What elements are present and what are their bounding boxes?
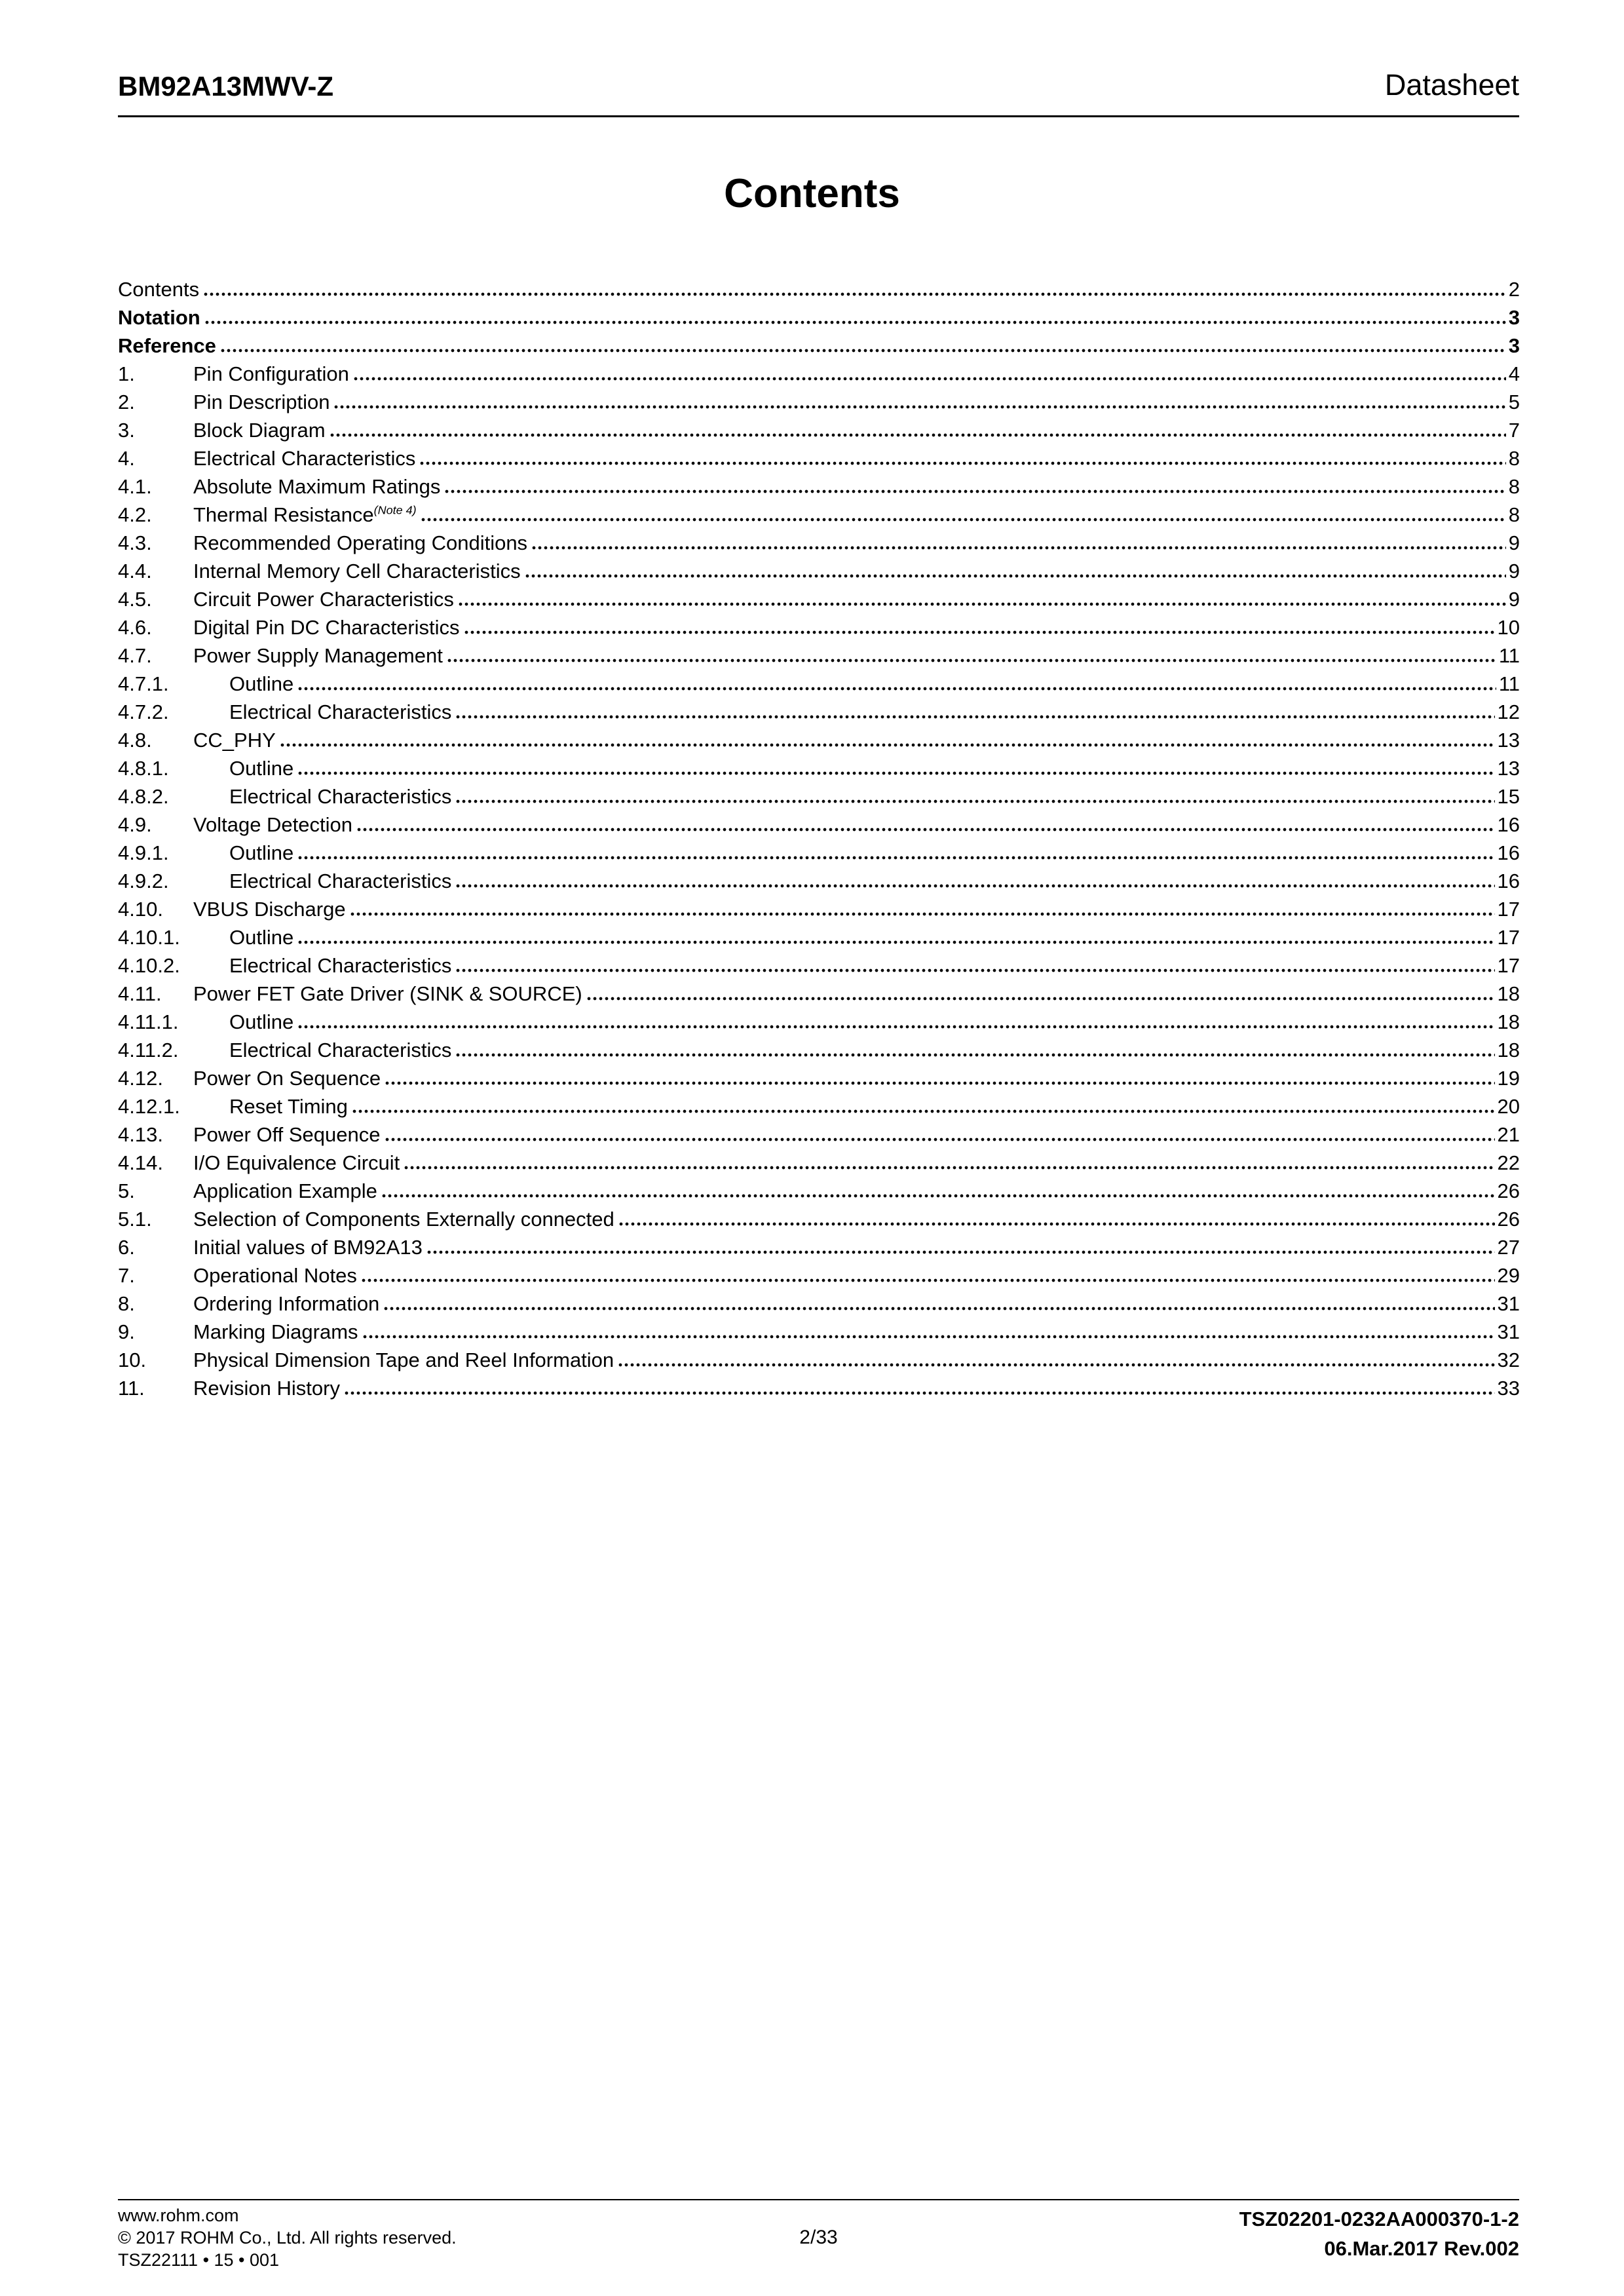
toc-entry-page: 27 [1497, 1236, 1520, 1259]
toc-entry-number: 1. [118, 362, 135, 385]
toc-dot-leader [357, 828, 1495, 832]
toc-entry[interactable] [118, 334, 1520, 362]
toc-dot-leader [354, 377, 1506, 381]
toc-entry-number: 4.7.1. [118, 672, 169, 695]
toc-entry[interactable] [118, 1377, 1520, 1405]
toc-dot-leader [298, 1025, 1494, 1029]
toc-entry-page: 16 [1497, 870, 1520, 892]
toc-entry-number: 4.4. [118, 560, 152, 583]
toc-entry-page: 9 [1508, 560, 1520, 583]
toc-entry-page: 19 [1497, 1067, 1520, 1090]
toc-dot-leader [421, 518, 1506, 522]
toc-entry-number: 4.2. [118, 503, 152, 526]
toc-entry[interactable] [118, 841, 1520, 870]
toc-dot-leader [205, 320, 1506, 324]
toc-dot-leader [330, 433, 1506, 437]
toc-entry[interactable] [118, 870, 1520, 898]
header-rule [118, 115, 1519, 117]
toc-dot-leader [384, 1307, 1494, 1311]
page-header [118, 68, 1519, 102]
toc-entry-label: Circuit Power Characteristics [193, 588, 454, 611]
toc-dot-leader [345, 1391, 1495, 1395]
toc-entry-page: 9 [1508, 531, 1520, 554]
page-title: Contents [724, 171, 900, 216]
toc-entry-label: Recommended Operating Conditions [193, 531, 528, 554]
toc-entry-page: 10 [1497, 616, 1520, 639]
toc-dot-leader [420, 461, 1505, 465]
toc-entry-page: 8 [1508, 503, 1520, 526]
toc-entry[interactable] [118, 982, 1520, 1010]
toc-entry-label: Reset Timing [229, 1095, 348, 1118]
toc-entry[interactable] [118, 1349, 1520, 1377]
toc-entry-page: 15 [1497, 785, 1520, 808]
toc-entry-page: 11 [1498, 644, 1520, 667]
toc-entry-page: 22 [1497, 1151, 1520, 1174]
toc-entry-page: 7 [1508, 419, 1520, 442]
toc-entry-page: 31 [1497, 1320, 1520, 1343]
toc-entry-label: Reference [118, 334, 216, 357]
toc-entry-label: Contents [118, 278, 200, 301]
toc-entry[interactable] [118, 700, 1520, 729]
toc-entry-note-superscript: (Note 4) [373, 503, 417, 517]
footer-doc-code: TSZ22111 • 15 • 001 [118, 2250, 280, 2270]
toc-entry-number: 4.12.1. [118, 1095, 180, 1118]
toc-entry-page: 8 [1508, 447, 1520, 470]
toc-entry-number: 4.8.2. [118, 785, 169, 808]
footer-page-number: 2/33 [799, 2227, 838, 2248]
toc-dot-leader [456, 715, 1494, 719]
toc-entry[interactable] [118, 503, 1520, 531]
toc-entry-page: 29 [1497, 1264, 1520, 1287]
toc-dot-leader [298, 940, 1494, 944]
toc-entry-number: 4.14. [118, 1151, 163, 1174]
toc-entry-number: 7. [118, 1264, 135, 1287]
toc-entry-number: 4.10.2. [118, 954, 180, 977]
toc-entry-page: 20 [1497, 1095, 1520, 1118]
toc-entry[interactable] [118, 1010, 1520, 1039]
toc-entry-label: Outline [229, 926, 294, 949]
toc-entry[interactable] [118, 362, 1520, 391]
toc-entry[interactable] [118, 1123, 1520, 1151]
toc-entry[interactable] [118, 1095, 1520, 1123]
footer-website-link[interactable]: www.rohm.com [118, 2206, 239, 2225]
toc-dot-leader [298, 687, 1496, 691]
toc-entry-number: 4.13. [118, 1123, 163, 1146]
toc-dot-leader [363, 1335, 1495, 1339]
toc-entry[interactable] [118, 813, 1520, 841]
toc-entry-label: Selection of Components Externally connected [193, 1208, 614, 1231]
toc-dot-leader [456, 884, 1494, 888]
toc-entry-label: Electrical Characteristics [229, 870, 452, 892]
toc-entry-page: 26 [1497, 1179, 1520, 1202]
toc-entry-number: 4.8. [118, 729, 152, 752]
toc-dot-leader [619, 1222, 1495, 1226]
toc-entry[interactable] [118, 644, 1520, 672]
toc-entry[interactable] [118, 1179, 1520, 1208]
toc-entry-number: 11. [118, 1377, 145, 1400]
header-doc-type: Datasheet [1384, 68, 1519, 102]
toc-entry-number: 8. [118, 1292, 135, 1315]
toc-dot-leader [456, 1053, 1494, 1057]
toc-entry-number: 3. [118, 419, 135, 442]
toc-dot-leader [350, 912, 1495, 916]
toc-entry[interactable] [118, 531, 1520, 560]
toc-entry-number: 4.10.1. [118, 926, 180, 949]
toc-entry-page: 26 [1497, 1208, 1520, 1231]
toc-dot-leader [459, 602, 1506, 606]
header-part-number: BM92A13MWV-Z [118, 71, 334, 102]
toc-entry[interactable] [118, 672, 1520, 700]
toc-entry-label: Revision History [193, 1377, 340, 1400]
toc-entry[interactable] [118, 1067, 1520, 1095]
toc-entry-label: Electrical Characteristics [229, 1039, 452, 1062]
toc-entry[interactable] [118, 278, 1520, 306]
toc-dot-leader [587, 997, 1495, 1001]
toc-entry-label: Power Supply Management [193, 644, 443, 667]
toc-dot-leader [204, 292, 1506, 296]
footer-ref-number: TSZ02201-0232AA000370-1-2 [1239, 2208, 1519, 2230]
toc-entry-label: Initial values of BM92A13 [193, 1236, 423, 1259]
toc-entry-number: 4.11.2. [118, 1039, 179, 1062]
toc-entry-page: 3 [1508, 334, 1520, 357]
toc-entry-label: Thermal Resistance$^{(Note 4)}$ [193, 503, 417, 526]
toc-entry-number: 5. [118, 1179, 135, 1202]
toc-entry-label: Notation [118, 306, 200, 329]
toc-dot-leader [427, 1250, 1495, 1254]
toc-dot-leader [532, 546, 1506, 550]
toc-dot-leader [464, 630, 1495, 634]
toc-entry-number: 9. [118, 1320, 135, 1343]
toc-entry-page: 12 [1497, 700, 1520, 723]
toc-entry-page: 21 [1497, 1123, 1520, 1146]
toc-entry-number: 2. [118, 391, 135, 413]
toc-dot-leader [298, 856, 1494, 860]
toc-entry[interactable] [118, 954, 1520, 982]
toc-dot-leader [618, 1363, 1494, 1367]
toc-entry-page: 32 [1497, 1349, 1520, 1371]
toc-entry-number: 4.9.1. [118, 841, 169, 864]
toc-entry-label: Ordering Information [193, 1292, 380, 1315]
toc-entry-page: 4 [1508, 362, 1520, 385]
toc-entry-page: 13 [1497, 729, 1520, 752]
toc-entry-page: 3 [1508, 306, 1520, 329]
toc-entry-label: Application Example [193, 1179, 377, 1202]
toc-entry-number: 4.11. [118, 982, 162, 1005]
toc-entry-number: 4.12. [118, 1067, 163, 1090]
toc-entry-label: Block Diagram [193, 419, 326, 442]
toc-dot-leader [456, 968, 1494, 972]
toc-entry-number: 4.8.1. [118, 757, 169, 780]
toc-list [118, 278, 1520, 1405]
toc-entry-label: Pin Description [193, 391, 330, 413]
toc-entry-page: 17 [1497, 954, 1520, 977]
footer-copyright: © 2017 ROHM Co., Ltd. All rights reserved. [118, 2228, 457, 2248]
toc-entry-number: 4.3. [118, 531, 152, 554]
toc-entry-page: 16 [1497, 841, 1520, 864]
toc-entry[interactable] [118, 785, 1520, 813]
toc-entry-label: Electrical Characteristics [229, 954, 452, 977]
toc-entry-label: Physical Dimension Tape and Reel Information [193, 1349, 614, 1371]
toc-entry-label: VBUS Discharge [193, 898, 346, 921]
toc-entry[interactable] [118, 447, 1520, 475]
toc-dot-leader [298, 771, 1494, 775]
toc-entry-page: 16 [1497, 813, 1520, 836]
toc-entry-number: 4.9.2. [118, 870, 169, 892]
toc-entry[interactable] [118, 419, 1520, 447]
toc-entry-number: 4.7. [118, 644, 152, 667]
toc-entry[interactable] [118, 926, 1520, 954]
toc-entry-number: 4.10. [118, 898, 163, 921]
toc-entry-label: Pin Configuration [193, 362, 349, 385]
toc-entry-label: Electrical Characteristics [193, 447, 416, 470]
toc-entry-page: 9 [1508, 588, 1520, 611]
toc-entry-page: 8 [1508, 475, 1520, 498]
toc-entry-page: 33 [1497, 1377, 1520, 1400]
toc-entry-label: Electrical Characteristics [229, 785, 452, 808]
toc-entry-page: 13 [1497, 757, 1520, 780]
page-footer [118, 2199, 1519, 2271]
toc-entry-label: Digital Pin DC Characteristics [193, 616, 460, 639]
toc-dot-leader [525, 574, 1506, 578]
toc-entry[interactable] [118, 1208, 1520, 1236]
toc-entry-page: 5 [1508, 391, 1520, 413]
toc-entry-label: Absolute Maximum Ratings [193, 475, 441, 498]
toc-entry-page: 11 [1498, 672, 1520, 695]
toc-entry-label: Outline [229, 672, 294, 695]
toc-entry-number: 10. [118, 1349, 147, 1371]
toc-entry-page: 18 [1497, 1039, 1520, 1062]
toc-entry[interactable] [118, 1264, 1520, 1292]
toc-dot-leader [385, 1138, 1495, 1141]
toc-entry[interactable] [118, 757, 1520, 785]
toc-dot-leader [447, 659, 1496, 662]
toc-entry-page: 17 [1497, 926, 1520, 949]
toc-entry-number: 4.11.1. [118, 1010, 179, 1033]
toc-entry[interactable] [118, 560, 1520, 588]
toc-entry-label: Power FET Gate Driver (SINK & SOURCE) [193, 982, 582, 1005]
toc-dot-leader [221, 349, 1506, 353]
toc-entry-page: 18 [1497, 1010, 1520, 1033]
toc-entry-label: Outline [229, 1010, 294, 1033]
toc-entry-number: 4.6. [118, 616, 152, 639]
toc-dot-leader [352, 1109, 1495, 1113]
toc-entry-page: 17 [1497, 898, 1520, 921]
toc-entry[interactable] [118, 1292, 1520, 1320]
toc-entry-label: Electrical Characteristics [229, 700, 452, 723]
toc-dot-leader [456, 799, 1494, 803]
toc-entry[interactable] [118, 1236, 1520, 1264]
toc-entry-number: 4.5. [118, 588, 152, 611]
footer-left-block [118, 2204, 457, 2271]
toc-entry[interactable] [118, 729, 1520, 757]
toc-entry-label: Operational Notes [193, 1264, 357, 1287]
toc-entry-number: 5.1. [118, 1208, 152, 1231]
toc-entry-label: Voltage Detection [193, 813, 353, 836]
toc-entry[interactable] [118, 306, 1520, 334]
toc-dot-leader [404, 1166, 1494, 1170]
toc-entry-page: 18 [1497, 982, 1520, 1005]
toc-entry-number: 6. [118, 1236, 135, 1259]
toc-entry[interactable] [118, 588, 1520, 616]
toc-entry-label: Marking Diagrams [193, 1320, 358, 1343]
toc-dot-leader [385, 1081, 1494, 1085]
toc-entry[interactable] [118, 475, 1520, 503]
toc-entry-label: Internal Memory Cell Characteristics [193, 560, 521, 583]
toc-entry-number: 4.7.2. [118, 700, 169, 723]
toc-dot-leader [362, 1278, 1495, 1282]
toc-entry-number: 4.1. [118, 475, 152, 498]
toc-entry[interactable] [118, 898, 1520, 926]
toc-entry-label: Outline [229, 841, 294, 864]
toc-entry-label: I/O Equivalence Circuit [193, 1151, 400, 1174]
footer-revision: 06.Mar.2017 Rev.002 [1324, 2237, 1519, 2260]
footer-right-block [1239, 2204, 1519, 2263]
toc-dot-leader [445, 489, 1505, 493]
toc-entry[interactable] [118, 1039, 1520, 1067]
toc-entry[interactable] [118, 616, 1520, 644]
toc-dot-leader [334, 405, 1505, 409]
toc-entry-label: Outline [229, 757, 294, 780]
toc-entry-number: 4.9. [118, 813, 152, 836]
toc-dot-leader [382, 1194, 1495, 1198]
toc-entry[interactable] [118, 391, 1520, 419]
toc-entry-page: 31 [1497, 1292, 1520, 1315]
toc-entry[interactable] [118, 1151, 1520, 1179]
toc-entry-label: Power On Sequence [193, 1067, 381, 1090]
toc-entry-number: 4. [118, 447, 135, 470]
toc-entry-label: Power Off Sequence [193, 1123, 381, 1146]
toc-entry[interactable] [118, 1320, 1520, 1349]
toc-entry-page: 2 [1508, 278, 1520, 301]
toc-entry-label: CC_PHY [193, 729, 276, 752]
toc-dot-leader [280, 743, 1495, 747]
